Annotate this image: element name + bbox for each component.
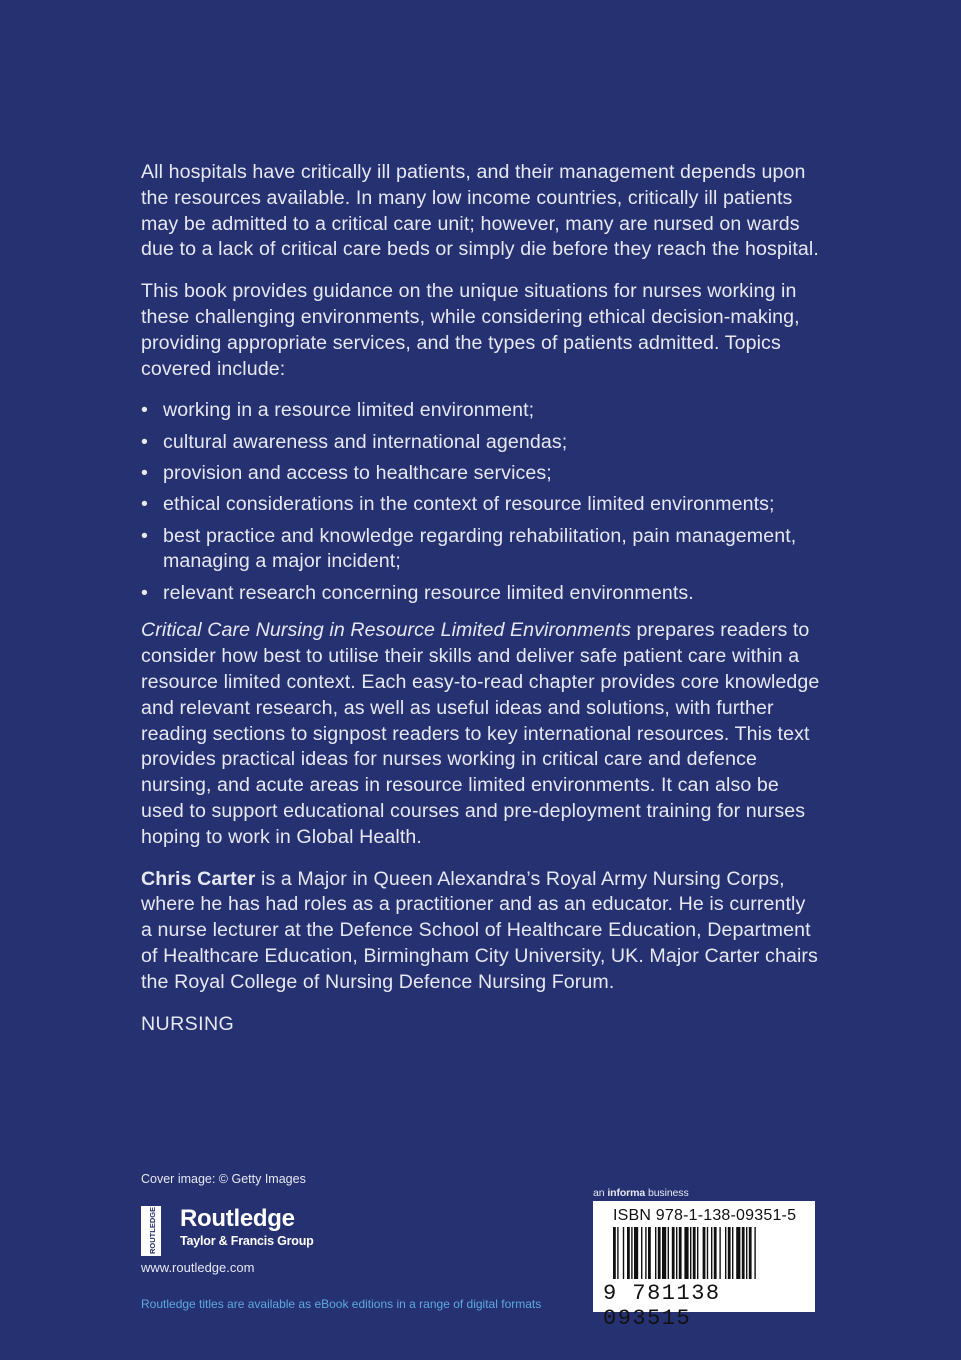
book-description: prepares readers to consider how best to utilise their skills and deliver safe patient care within a resource limited context. Each easy-to-read chapter provides core knowledge and relevant research, as well as useful ideas and solutions, with further reading sections to signpost readers to key international resources. This text provides practical ideas for nurses working in critical care and defence nursing, and acute areas in resource limited environments. It can also be used to support educational courses and pre-deployment training for nurses hoping to work in Global Health. bbox=[141, 619, 820, 848]
barcode-bar bbox=[693, 1227, 696, 1279]
informa-suffix: business bbox=[647, 1187, 689, 1199]
barcode-bar bbox=[707, 1227, 708, 1279]
barcode-bar bbox=[736, 1227, 740, 1279]
informa-brand: informa bbox=[607, 1187, 646, 1199]
barcode-bar bbox=[703, 1227, 706, 1279]
intro-paragraph: All hospitals have critically ill patients, and their management depends upon the resources available. In many low income countries, critically ill patients may be admitted to a critical care unit; however, many are nursed on wards due to a lack of critical care beds or simply die before they reach the hospital. bbox=[141, 161, 819, 261]
ebook-note: Routledge titles are available as eBook editions in a range of digital formats bbox=[141, 1297, 542, 1311]
topic-item: • ethical considerations in the context of resource limited environments; bbox=[141, 492, 821, 518]
barcode-bar bbox=[676, 1227, 677, 1279]
topic-item: • cultural awareness and international agendas; bbox=[141, 430, 821, 456]
barcode-bar bbox=[728, 1227, 731, 1279]
barcode-bar bbox=[634, 1227, 638, 1279]
barcode-bar bbox=[648, 1227, 651, 1279]
topic-item: • best practice and knowledge regarding rehabilitation, pain management, managing a major incident; bbox=[141, 524, 821, 576]
barcode-bar bbox=[658, 1227, 661, 1279]
routledge-vertical-wordmark: ROUTLEDGE bbox=[148, 1206, 157, 1254]
topic-item: • relevant research concerning resource limited environments. bbox=[141, 581, 821, 607]
barcode-bar bbox=[662, 1227, 666, 1279]
barcode-bar bbox=[732, 1227, 733, 1279]
subject-category: NURSING bbox=[141, 1012, 235, 1035]
cover-image-credit: Cover image: © Getty Images bbox=[141, 1172, 306, 1186]
barcode-bar bbox=[645, 1227, 646, 1279]
topic-item: • provision and access to healthcare services; bbox=[141, 461, 821, 487]
isbn-label: ISBN 978-1-138-09351-5 bbox=[613, 1207, 797, 1224]
barcode-bar bbox=[655, 1227, 656, 1279]
barcode-bar bbox=[627, 1227, 630, 1279]
guidance-paragraph: This book provides guidance on the unique situations for nurses working in these challenging environments, while considering ethical decision-making, providing appropriate services, and the types of patients admitted. Topics covered include: bbox=[141, 280, 800, 380]
barcode-bar bbox=[641, 1227, 642, 1279]
informa-business-label bbox=[593, 1187, 689, 1199]
barcode-bar bbox=[690, 1227, 691, 1279]
barcode-bar bbox=[754, 1227, 755, 1279]
topic-item: • working in a resource limited environment; bbox=[141, 398, 821, 424]
barcode-bar bbox=[613, 1227, 616, 1279]
barcode-bar bbox=[697, 1227, 698, 1279]
topics-list bbox=[141, 398, 821, 606]
book-title: Critical Care Nursing in Resource Limited Environments bbox=[141, 619, 631, 642]
barcode-bar bbox=[617, 1227, 618, 1279]
publisher-group: Taylor & Francis Group bbox=[180, 1234, 314, 1248]
barcode-bars bbox=[611, 1227, 799, 1283]
barcode-bar bbox=[746, 1227, 747, 1279]
barcode-bar bbox=[714, 1227, 717, 1279]
author-paragraph bbox=[141, 867, 821, 996]
barcode-bar bbox=[668, 1227, 669, 1279]
informa-prefix: an bbox=[593, 1187, 605, 1199]
publisher-website: www.routledge.com bbox=[141, 1260, 255, 1275]
description-paragraph bbox=[141, 618, 821, 850]
barcode-digits: 9 781138 093515 bbox=[603, 1281, 721, 1331]
isbn-barcode bbox=[593, 1201, 815, 1331]
author-name: Chris Carter bbox=[141, 867, 256, 890]
barcode-bar bbox=[742, 1227, 745, 1279]
barcode-bar bbox=[711, 1227, 712, 1279]
publisher-logo bbox=[141, 1206, 314, 1256]
barcode-bar bbox=[672, 1227, 675, 1279]
routledge-mark-icon bbox=[141, 1206, 174, 1256]
back-cover-text bbox=[141, 160, 821, 1037]
barcode-bar bbox=[679, 1227, 682, 1279]
barcode-bar bbox=[719, 1227, 720, 1279]
barcode-bar bbox=[749, 1227, 752, 1279]
barcode-bar bbox=[631, 1227, 632, 1279]
author-bio: is a Major in Queen Alexandra’s Royal Army Nursing Corps, where he has had roles as a practitioner and as an educator. He is currently a nurse lecturer at the Defence School of Healthcare Education, Department of Healthcare Education, Birmingham City University, UK. Major Carter chairs the Royal College of Nursing Defence Nursing Forum. bbox=[141, 867, 818, 993]
publisher-name: Routledge bbox=[180, 1205, 295, 1232]
barcode-bar bbox=[725, 1227, 726, 1279]
barcode-bar bbox=[623, 1227, 624, 1279]
barcode-bar bbox=[684, 1227, 688, 1279]
